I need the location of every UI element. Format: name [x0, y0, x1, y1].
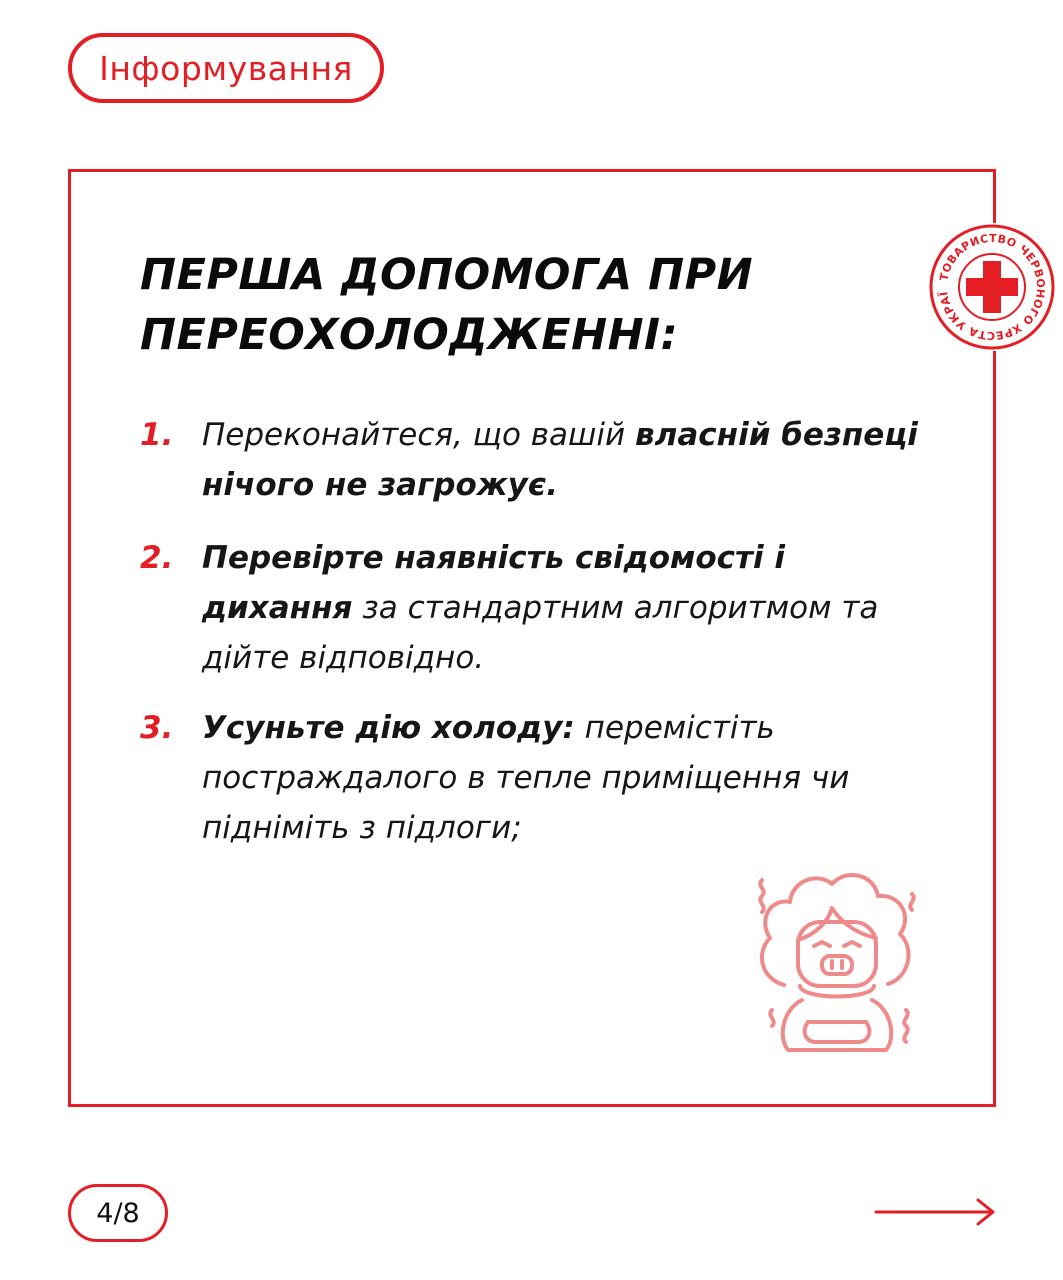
cold-person-icon [742, 860, 932, 1060]
title-line-1: ПЕРША ДОПОМОГА ПРИ [140, 250, 754, 300]
step-text [202, 533, 922, 683]
red-cross-logo [928, 223, 1056, 351]
step-number: 2. [140, 540, 174, 576]
step-text-bold: Перевірте наявність свідомості і дихання [202, 540, 786, 626]
step-text-normal: перемістіть постраждалого в тепле приміщення чи підніміть з підлоги; [202, 710, 850, 846]
step-text [202, 703, 922, 853]
red-cross-icon [928, 223, 1056, 351]
title-line-2: ПЕРЕОХОЛОДЖЕННІ: [140, 310, 679, 360]
step-text-normal: Переконайтеся, що вашій [202, 417, 636, 453]
step-number: 1. [140, 417, 174, 453]
step-text-bold: Усуньте дію холоду: [202, 710, 575, 746]
page-title [140, 245, 840, 365]
category-tag: Інформування [68, 33, 384, 103]
arrow-right-icon[interactable] [872, 1196, 998, 1228]
step-text-normal: за стандартним алгоритмом та дійте відповідно. [202, 590, 879, 676]
page-indicator: 4/8 [68, 1184, 168, 1242]
step-text [202, 410, 922, 510]
step-number: 3. [140, 710, 174, 746]
step-text-bold: власній безпеці нічого не загрожує. [202, 417, 918, 503]
logo-ring-text: ТОВАРИСТВО ЧЕРВОНОГО ХРЕСТА УКРАЇ [937, 231, 1048, 343]
